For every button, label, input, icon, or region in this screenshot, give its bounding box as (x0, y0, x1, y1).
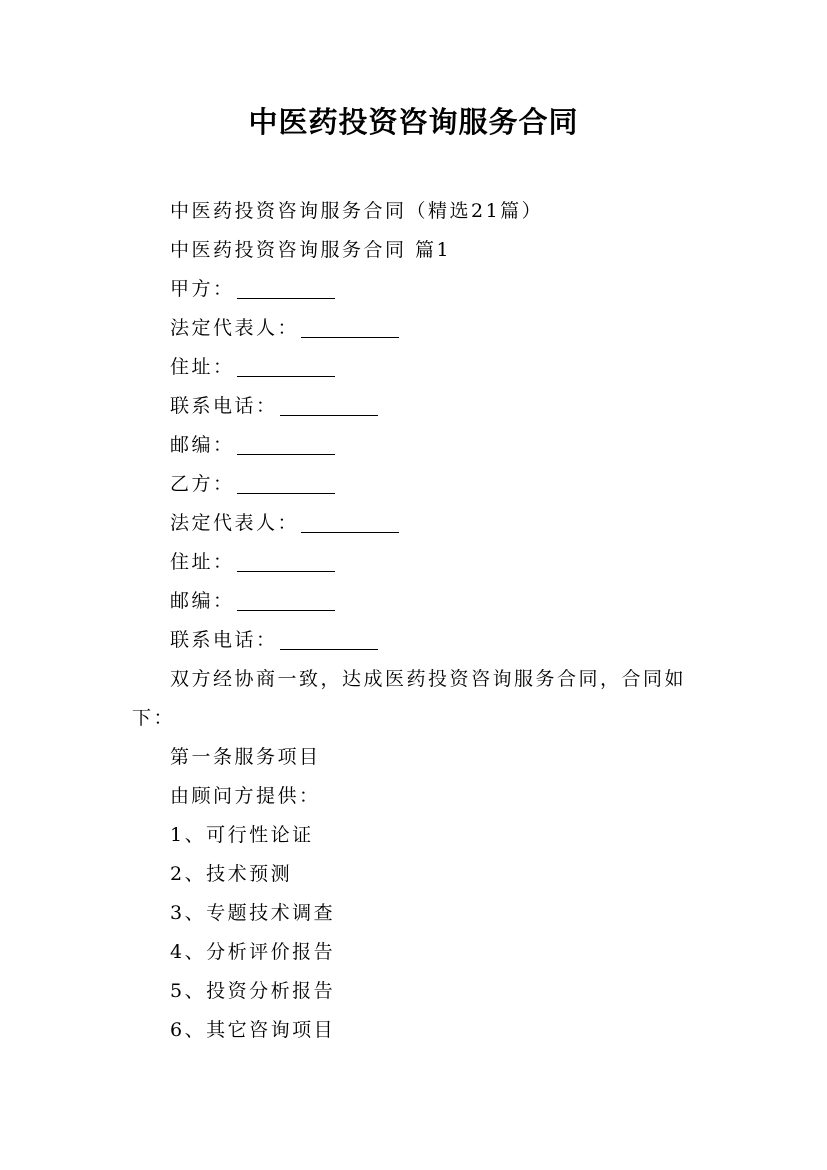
list-item: 3、专题技术调查 (170, 902, 336, 924)
address-label: 住址： (170, 551, 235, 573)
party-a-legal-rep-line (132, 309, 712, 348)
list-item: 4、分析评价报告 (170, 941, 336, 963)
party-b-postcode-line (132, 582, 712, 621)
party-b-label: 乙方： (170, 473, 235, 495)
party-a-line (132, 270, 712, 309)
postcode-label: 邮编： (170, 434, 235, 456)
fill-blank (237, 435, 335, 455)
fill-blank (237, 279, 335, 299)
party-a-postcode-line (132, 426, 712, 465)
party-a-address-line (132, 348, 712, 387)
phone-label: 联系电话： (170, 395, 278, 417)
party-a-phone-line (132, 387, 712, 426)
list-item: 2、技术预测 (170, 863, 293, 885)
legal-rep-label: 法定代表人： (170, 317, 300, 339)
party-a-label: 甲方： (170, 278, 235, 300)
phone-label: 联系电话： (170, 629, 278, 651)
fill-blank (237, 357, 335, 377)
party-b-legal-rep-line (132, 504, 712, 543)
party-b-address-line (132, 543, 712, 582)
fill-blank (237, 552, 335, 572)
legal-rep-label: 法定代表人： (170, 512, 300, 534)
party-b-line (132, 465, 712, 504)
article-heading: 第一条服务项目 (170, 746, 321, 768)
fill-blank (301, 318, 399, 338)
article-intro: 由顾问方提供： (170, 785, 321, 807)
list-item: 6、其它咨询项目 (170, 1019, 336, 1041)
list-item: 1、可行性论证 (170, 824, 314, 846)
party-b-phone-line (132, 621, 712, 660)
postcode-label: 邮编： (170, 590, 235, 612)
address-label: 住址： (170, 356, 235, 378)
fill-blank (237, 591, 335, 611)
fill-blank (280, 630, 378, 650)
agreement-paragraph: 双方经协商一致，达成医药投资咨询服务合同，合同如下： (132, 668, 687, 729)
fill-blank (280, 396, 378, 416)
fill-blank (301, 513, 399, 533)
list-item: 5、投资分析报告 (170, 980, 336, 1002)
fill-blank (237, 474, 335, 494)
section-heading: 中医药投资咨询服务合同 篇1 (170, 239, 452, 261)
document-subtitle: 中医药投资咨询服务合同（精选21篇） (170, 200, 544, 222)
document-body (132, 192, 712, 1050)
document-title: 中医药投资咨询服务合同 (248, 105, 579, 139)
